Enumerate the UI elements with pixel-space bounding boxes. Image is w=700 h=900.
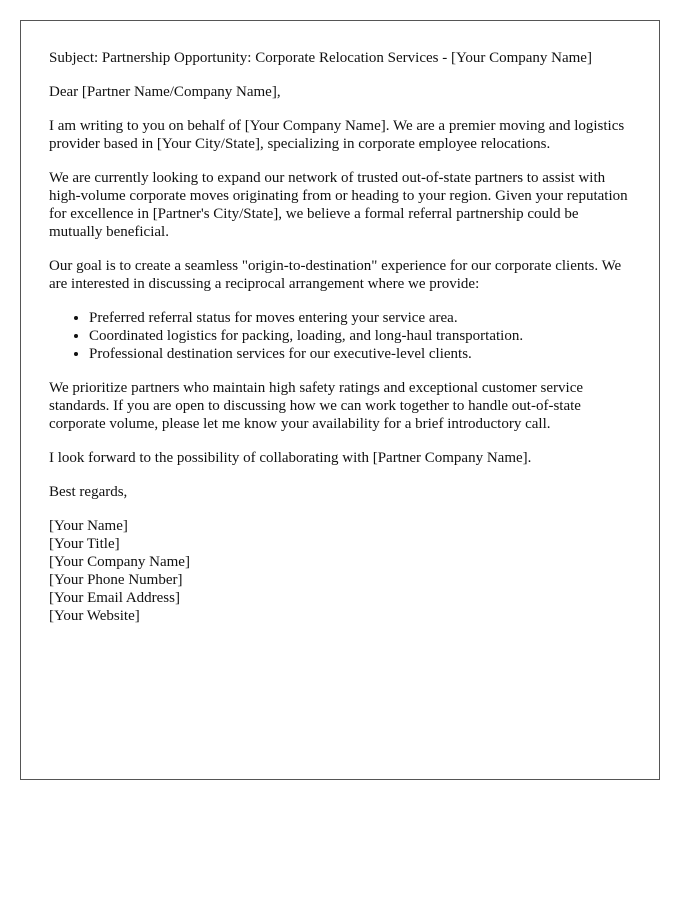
signature-phone: [Your Phone Number] [49, 572, 183, 588]
list-item: • Preferred referral status for moves entering your service area. [89, 309, 631, 327]
body-paragraph: We prioritize partners who maintain high safety ratings and exceptional customer service standards. If you are open to discussing how we can work together to handle out-of-state corporate volume, please let me know your availability for a brief introductory call. [49, 380, 584, 432]
list-item: • Coordinated logistics for packing, loading, and long-haul transportation. [89, 327, 631, 345]
body-paragraph: I look forward to the possibility of collaborating with [Partner Company Name]. [49, 450, 532, 466]
subject-line: Subject: Partnership Opportunity: Corporate Relocation Services - [Your Company Name] [49, 50, 592, 66]
letter-page [20, 20, 660, 780]
list-item: • Professional destination services for our executive-level clients. [89, 345, 631, 363]
signature-name: [Your Name] [49, 518, 128, 534]
signature-company: [Your Company Name] [49, 554, 190, 570]
sign-off: Best regards, [49, 484, 128, 500]
signature-email: [Your Email Address] [49, 590, 180, 606]
body-paragraph: We are currently looking to expand our network of trusted out-of-state partners to assist with high-volume corporate moves originating from or heading to your region. Given your reputation for excellence in [Partner's City/State], we believe a formal referral partnership could be mutually beneficial. [49, 170, 628, 240]
signature-title: [Your Title] [49, 536, 120, 552]
signature-block [49, 517, 631, 625]
body-paragraph: Our goal is to create a seamless "origin-to-destination" experience for our corporate clients. We are interested in discussing a reciprocal arrangement where we provide: [49, 258, 622, 292]
salutation: Dear [Partner Name/Company Name], [49, 84, 281, 100]
body-paragraph: I am writing to you on behalf of [Your Company Name]. We are a premier moving and logistics provider based in [Your City/State], specializing in corporate employee relocations. [49, 118, 625, 152]
benefits-list [49, 309, 631, 363]
signature-website: [Your Website] [49, 608, 140, 624]
